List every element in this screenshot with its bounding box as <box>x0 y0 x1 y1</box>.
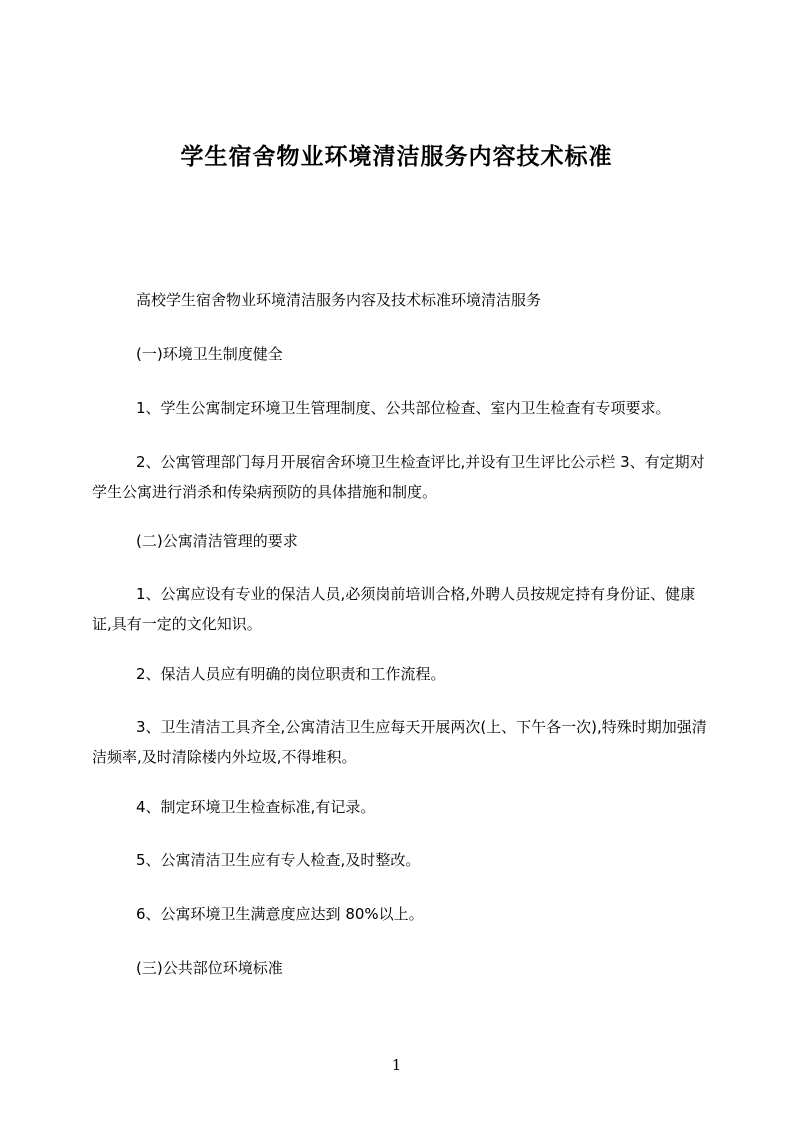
paragraph-item: 5、公寓清洁卫生应有专人检查,及时整改。 <box>136 851 421 869</box>
paragraph-item: 2、公寓管理部门每月开展宿舍环境卫生检查评比,并设有卫生评比公示栏 3、有定期对学生公寓进行消杀和传染病预防的具体措施和制度。 <box>92 453 705 501</box>
paragraph-item: 1、学生公寓制定环境卫生管理制度、公共部位检查、室内卫生检查有专项要求。 <box>136 399 671 417</box>
paragraph-item: 1、公寓应设有专业的保洁人员,必须岗前培训合格,外聘人员按规定持有身份证、健康证,具有一定的文化知识。 <box>92 585 696 633</box>
document-title: 学生宿舍物业环境清洁服务内容技术标准 <box>180 144 613 170</box>
paragraph-intro: 高校学生宿舍物业环境清洁服务内容及技术标准环境清洁服务 <box>136 291 542 309</box>
paragraph-item: 6、公寓环境卫生满意度应达到 80%以上。 <box>136 905 424 923</box>
section-heading-1: (一)环境卫生制度健全 <box>136 345 283 363</box>
section-heading-3: (三)公共部位环境标准 <box>136 959 283 977</box>
paragraph-item: 2、保洁人员应有明确的岗位职责和工作流程。 <box>136 665 446 683</box>
section-heading-2: (二)公寓清洁管理的要求 <box>136 532 298 550</box>
paragraph-item: 3、卫生清洁工具齐全,公寓清洁卫生应每天开展两次(上、下午各一次),特殊时期加强清洁频率,及时清除楼内外垃圾,不得堆积。 <box>92 718 707 766</box>
paragraph-item: 4、制定环境卫生检查标准,有记录。 <box>136 798 376 816</box>
page-number: 1 <box>391 1056 402 1074</box>
